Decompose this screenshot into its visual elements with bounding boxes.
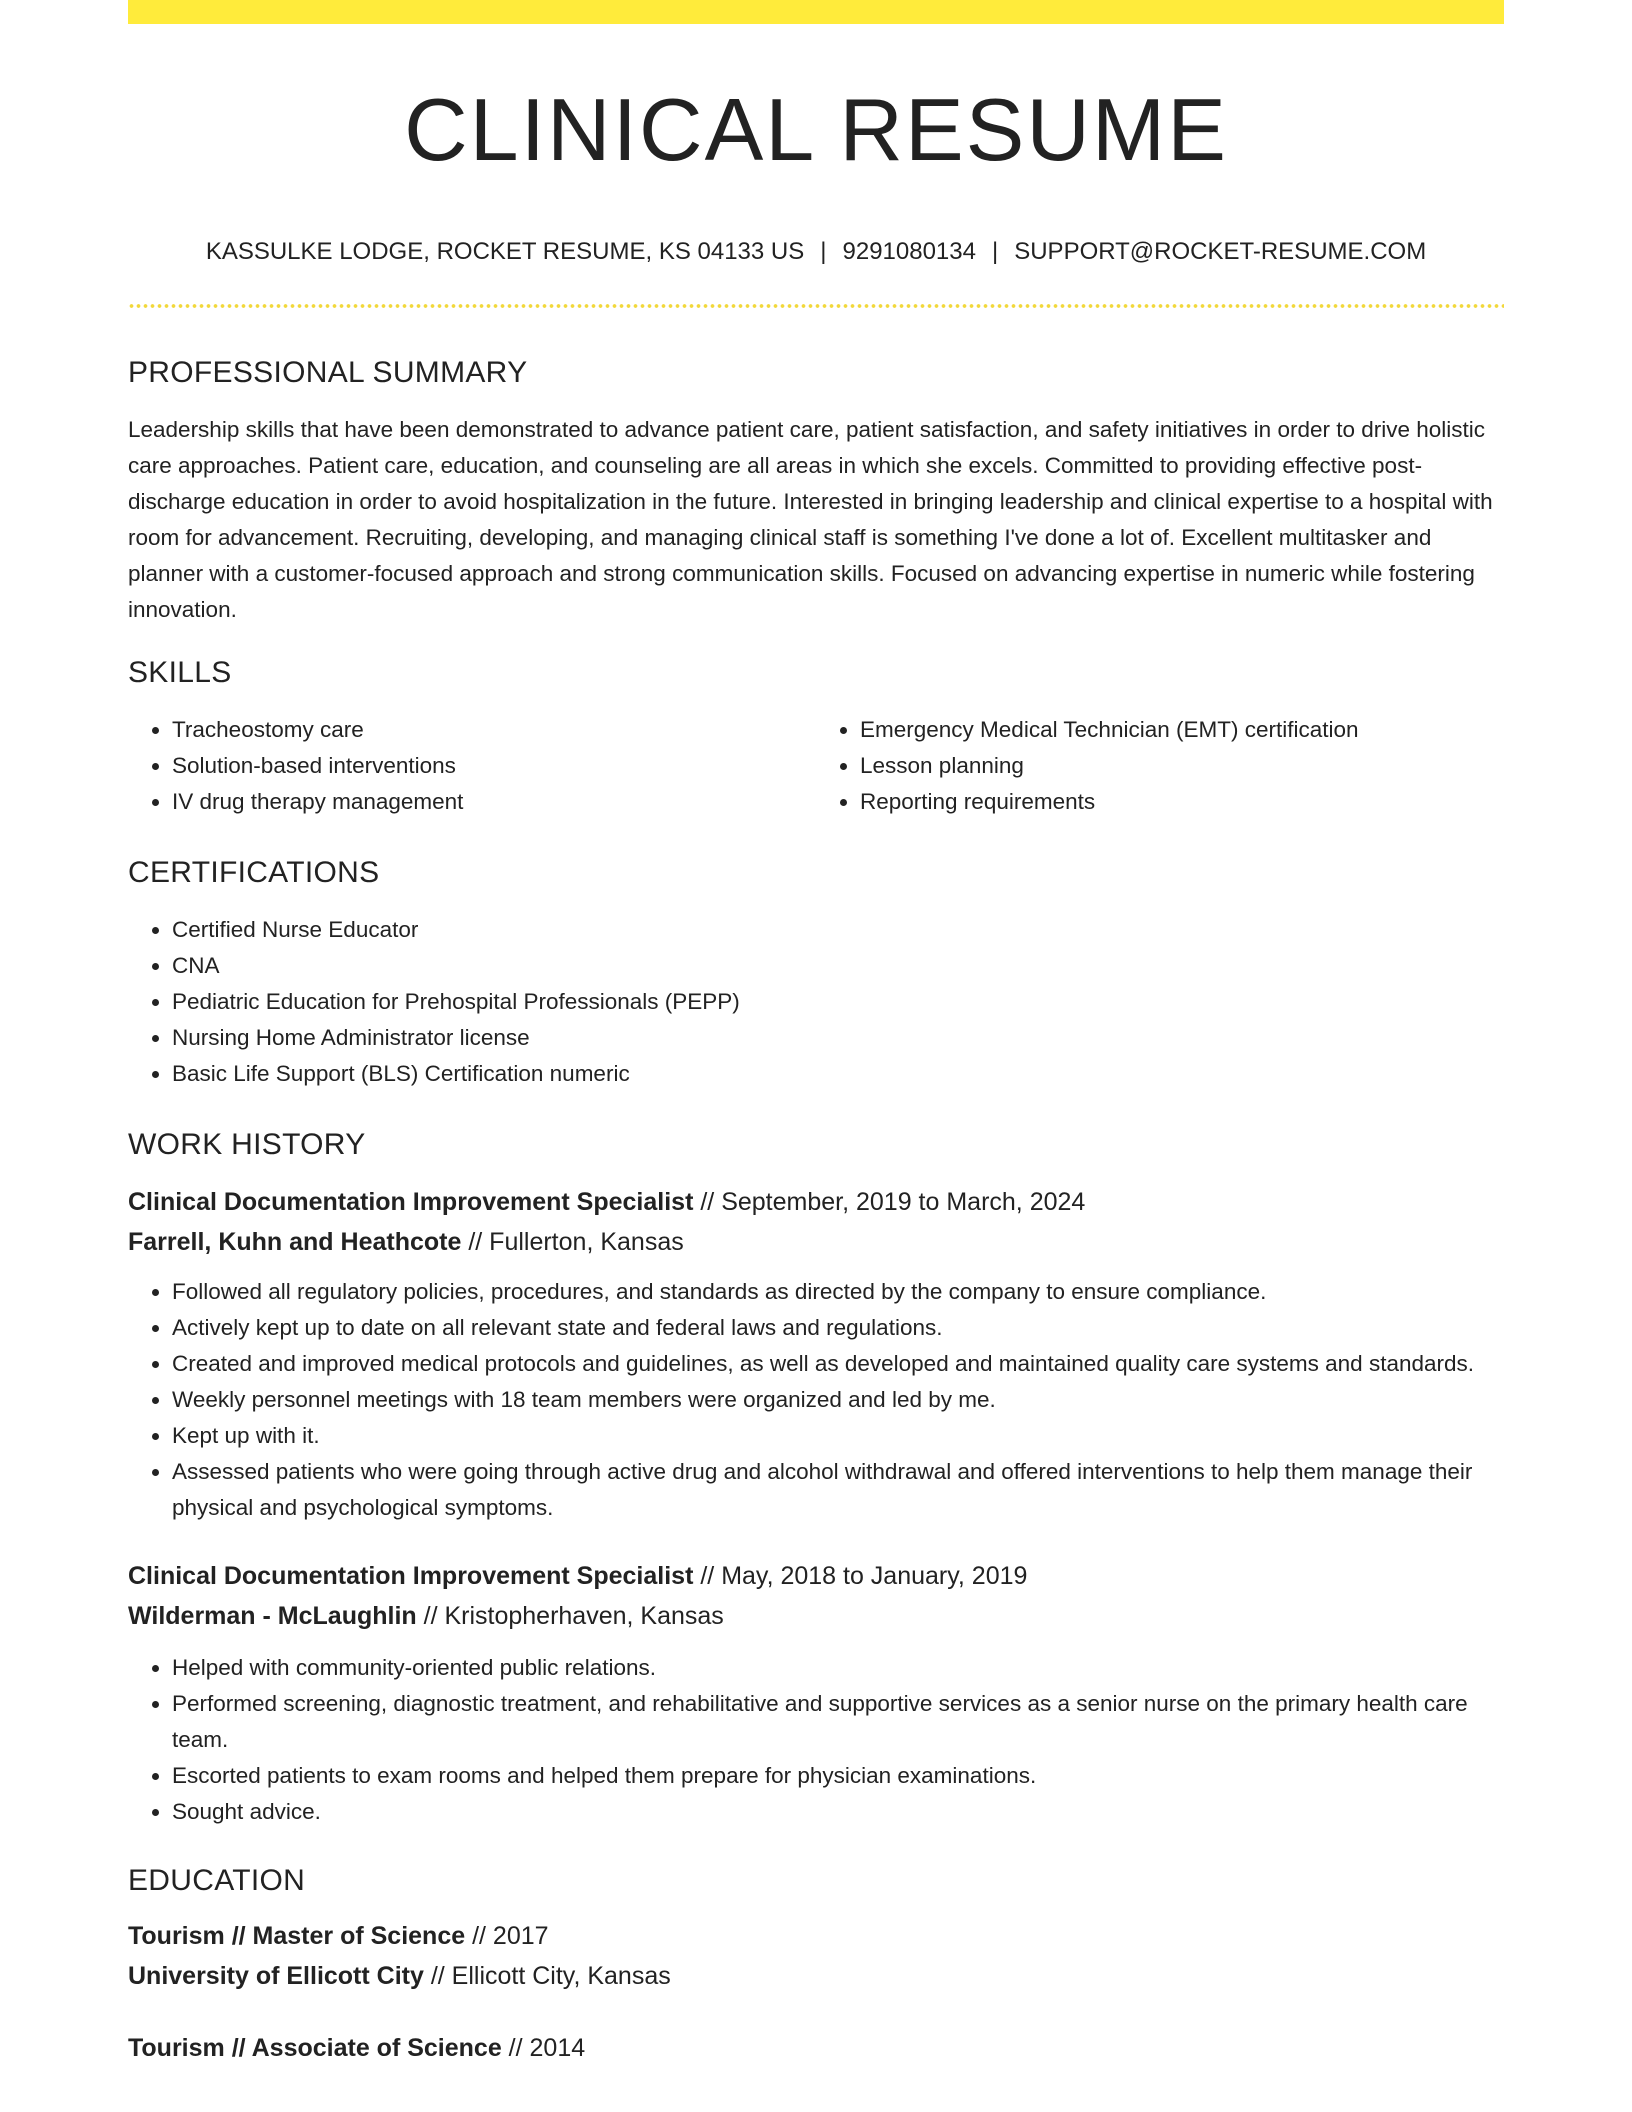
certification-item: • Basic Life Support (BLS) Certification numeric xyxy=(172,1056,1504,1092)
education-degree-line xyxy=(128,2028,1504,2068)
summary-heading: PROFESSIONAL SUMMARY xyxy=(128,356,528,389)
skill-item: • IV drug therapy management xyxy=(172,784,816,820)
certification-item: • CNA xyxy=(172,948,1504,984)
education-degree-line xyxy=(128,1916,1504,1956)
skill-item: • Emergency Medical Technician (EMT) certification xyxy=(860,712,1504,748)
job-bullet: • Kept up with it. xyxy=(172,1418,1504,1454)
job-entry xyxy=(128,1556,1504,1830)
job-company-line xyxy=(128,1222,1504,1262)
job-bullet: • Helped with community-oriented public relations. xyxy=(172,1650,1504,1686)
contact-email: SUPPORT@ROCKET-RESUME.COM xyxy=(1014,238,1427,265)
education-entry xyxy=(128,2028,1504,2068)
skill-item: • Reporting requirements xyxy=(860,784,1504,820)
job-bullet: • Sought advice. xyxy=(172,1794,1504,1830)
contact-separator: | xyxy=(991,238,999,265)
job-bullet: • Followed all regulatory policies, procedures, and standards as directed by the company to ensure compliance. xyxy=(172,1274,1504,1310)
job-title: Clinical Documentation Improvement Specialist xyxy=(128,1188,694,1216)
top-accent-bar xyxy=(128,0,1504,24)
summary-text: Leadership skills that have been demonstrated to advance patient care, patient satisfaction, and safety initiatives in order to drive holistic care approaches. Patient care, education, and counseling are all areas in which she excels. Committed to providing effective post-discharge education in order to avoid hospitalization in the future. Interested in bringing leadership and clinical expertise to a hospital with room for advancement. Recruiting, developing, and managing clinical staff is something I've done a lot of. Excellent multitasker and planner with a customer-focused approach and strong communication skills. Focused on advancing expertise in numeric while fostering innovation. xyxy=(128,417,1493,622)
job-title-line xyxy=(128,1182,1504,1222)
education-degree: Tourism // Master of Science xyxy=(128,1922,466,1950)
job-title-line xyxy=(128,1556,1504,1596)
skill-item: • Lesson planning xyxy=(860,748,1504,784)
certifications-heading: CERTIFICATIONS xyxy=(128,856,380,889)
job-location: // Fullerton, Kansas xyxy=(461,1228,684,1256)
job-bullet: • Weekly personnel meetings with 18 team members were organized and led by me. xyxy=(172,1382,1504,1418)
certifications-list xyxy=(128,912,1504,1092)
skill-item: • Tracheostomy care xyxy=(172,712,816,748)
skill-item: • Solution-based interventions xyxy=(172,748,816,784)
skills-list xyxy=(128,712,1504,820)
work-history-heading: WORK HISTORY xyxy=(128,1128,366,1161)
job-company: Wilderman - McLaughlin xyxy=(128,1602,417,1630)
job-entry xyxy=(128,1182,1504,1526)
job-bullets xyxy=(128,1650,1504,1830)
job-bullet: • Performed screening, diagnostic treatment, and rehabilitative and supportive services as a senior nurse on the primary health care team. xyxy=(172,1686,1504,1758)
contact-phone: 9291080134 xyxy=(842,238,976,265)
resume-page xyxy=(128,0,1504,2068)
job-bullet: • Assessed patients who were going through active drug and alcohol withdrawal and offered interventions to help them manage their physical and psychological symptoms. xyxy=(172,1454,1504,1526)
education-degree: Tourism // Associate of Science xyxy=(128,2034,502,2062)
education-location: // Ellicott City, Kansas xyxy=(423,1962,671,1990)
job-bullet: • Escorted patients to exam rooms and helped them prepare for physician examinations. xyxy=(172,1758,1504,1794)
contact-line xyxy=(128,240,1504,264)
skills-column-left xyxy=(128,712,816,820)
education-year: // 2014 xyxy=(501,2034,586,2062)
job-dates: // May, 2018 to January, 2019 xyxy=(693,1562,1028,1590)
certification-item: • Pediatric Education for Prehospital Professionals (PEPP) xyxy=(172,984,1504,1020)
job-title: Clinical Documentation Improvement Specialist xyxy=(128,1562,694,1590)
job-bullet: • Created and improved medical protocols and guidelines, as well as developed and maintained quality care systems and standards. xyxy=(172,1346,1504,1382)
contact-address: KASSULKE LODGE, ROCKET RESUME, KS 04133 US xyxy=(205,238,805,265)
job-location: // Kristopherhaven, Kansas xyxy=(416,1602,724,1630)
education-school-line xyxy=(128,1956,1504,1996)
job-dates: // September, 2019 to March, 2024 xyxy=(693,1188,1086,1216)
skills-column-right xyxy=(816,712,1504,820)
resume-title: CLINICAL RESUME xyxy=(404,80,1228,179)
education-entry xyxy=(128,1916,1504,1996)
contact-separator: | xyxy=(820,238,827,265)
dotted-divider xyxy=(128,304,1504,308)
skills-heading: SKILLS xyxy=(128,656,232,689)
certification-item: • Nursing Home Administrator license xyxy=(172,1020,1504,1056)
job-bullet: • Actively kept up to date on all relevant state and federal laws and regulations. xyxy=(172,1310,1504,1346)
education-heading: EDUCATION xyxy=(128,1864,306,1897)
education-school: University of Ellicott City xyxy=(128,1962,424,1990)
job-company-line xyxy=(128,1596,1504,1636)
education-year: // 2017 xyxy=(465,1922,549,1950)
job-bullets xyxy=(128,1274,1504,1526)
certification-item: • Certified Nurse Educator xyxy=(172,912,1504,948)
job-company: Farrell, Kuhn and Heathcote xyxy=(128,1228,462,1256)
